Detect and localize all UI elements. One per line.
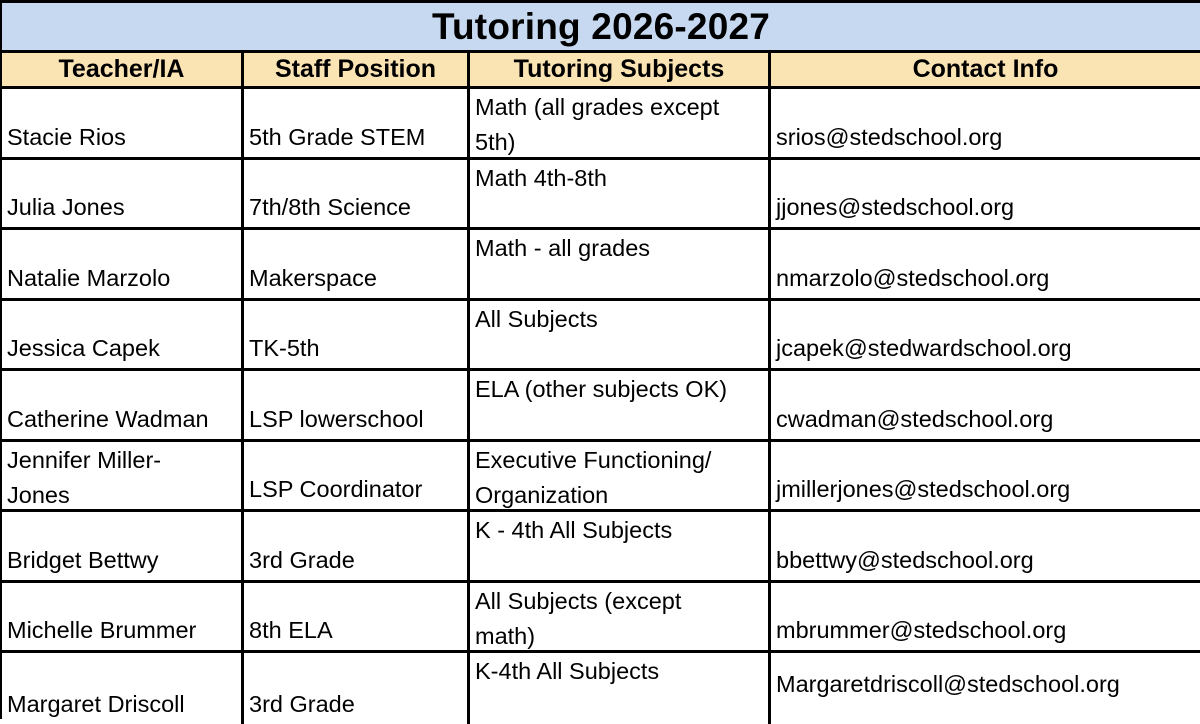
- table-row: [2, 160, 1200, 231]
- contact-cell-text: bbettwy@stedschool.org: [776, 546, 1034, 573]
- teacher-cell-text: Julia Jones: [7, 194, 125, 220]
- contact-cell-text: mbrummer@stedschool.org: [776, 617, 1067, 643]
- teacher-cell-text: Margaret Driscoll: [7, 690, 185, 717]
- position-cell: [244, 160, 470, 228]
- position-cell-text: 8th ELA: [249, 617, 333, 643]
- teacher-cell: [2, 583, 244, 651]
- position-cell-text: 3rd Grade: [249, 546, 355, 573]
- position-cell: [244, 512, 470, 580]
- contact-cell-text: jcapek@stedwardschool.org: [776, 335, 1072, 361]
- contact-cell: [771, 442, 1200, 510]
- contact-cell-text: nmarzolo@stedschool.org: [776, 264, 1050, 291]
- subjects-cell: [470, 442, 771, 510]
- subjects-cell: [470, 512, 771, 580]
- header-teacher: Teacher/IA: [2, 53, 244, 86]
- position-cell-text: LSP lowerschool: [249, 405, 424, 432]
- contact-cell: [771, 89, 1200, 157]
- contact-cell-text: srios@stedschool.org: [776, 123, 1003, 150]
- table-row: [2, 512, 1200, 583]
- teacher-cell-line: Jones: [7, 481, 70, 508]
- position-cell-text: TK-5th: [249, 335, 320, 361]
- contact-cell: [771, 230, 1200, 298]
- contact-cell-text: cwadman@stedschool.org: [776, 405, 1054, 432]
- subjects-cell-line: Organization: [475, 481, 609, 508]
- contact-cell: [771, 583, 1200, 651]
- subjects-cell-line: All Subjects: [475, 305, 598, 332]
- teacher-cell-line: Jennifer Miller-: [7, 446, 162, 473]
- table-row: [2, 230, 1200, 301]
- subjects-cell: [470, 89, 771, 157]
- sheet-title: Tutoring 2026-2027: [431, 5, 771, 47]
- teacher-cell-text: Jessica Capek: [7, 335, 160, 361]
- contact-cell-text: jmillerjones@stedschool.org: [776, 476, 1071, 502]
- teacher-cell: [2, 442, 244, 510]
- teacher-cell: [2, 653, 244, 724]
- teacher-cell-text: Michelle Brummer: [7, 617, 197, 643]
- teacher-cell-text: Natalie Marzolo: [7, 264, 171, 291]
- position-cell: [244, 371, 470, 439]
- position-cell: [244, 230, 470, 298]
- teacher-cell: [2, 301, 244, 369]
- position-cell: [244, 301, 470, 369]
- header-row: [2, 53, 1200, 89]
- table-row: [2, 301, 1200, 372]
- subjects-cell: [470, 160, 771, 228]
- teacher-cell-text: Catherine Wadman: [7, 405, 209, 432]
- subjects-cell-line: math): [475, 622, 536, 649]
- subjects-cell: [470, 653, 771, 724]
- subjects-cell: [470, 230, 771, 298]
- title-row: [2, 0, 1200, 53]
- table-row: [2, 442, 1200, 513]
- teacher-cell-text: Bridget Bettwy: [7, 546, 159, 573]
- contact-cell: [771, 160, 1200, 228]
- subjects-cell-line: 5th): [475, 129, 516, 155]
- contact-cell-text: jjones@stedschool.org: [776, 194, 1015, 220]
- subjects-cell: [470, 583, 771, 651]
- subjects-cell-line: Math (all grades except: [475, 94, 720, 120]
- header-tutoring-subjects: Tutoring Subjects: [470, 53, 771, 86]
- table-row: [2, 653, 1200, 724]
- table-body: [2, 89, 1200, 724]
- contact-cell: [771, 653, 1200, 724]
- table-row: [2, 583, 1200, 654]
- contact-cell-text: Margaretdriscoll@stedschool.org: [776, 671, 1120, 697]
- teacher-cell-text: Stacie Rios: [7, 123, 126, 150]
- subjects-cell: [470, 301, 771, 369]
- subjects-cell-line: ELA (other subjects OK): [475, 376, 728, 402]
- position-cell-text: 3rd Grade: [249, 690, 355, 717]
- header-contact-info: Contact Info: [912, 55, 1059, 83]
- header-staff-position: Staff Position: [244, 53, 470, 86]
- teacher-cell: [2, 371, 244, 439]
- teacher-cell: [2, 89, 244, 157]
- position-cell-text: Makerspace: [249, 264, 377, 291]
- contact-cell: [771, 301, 1200, 369]
- table-row: [2, 89, 1200, 160]
- contact-cell: [771, 512, 1200, 580]
- position-cell: [244, 583, 470, 651]
- teacher-cell: [2, 230, 244, 298]
- position-cell-text: LSP Coordinator: [249, 476, 423, 502]
- subjects-cell-line: K-4th All Subjects: [475, 658, 660, 684]
- subjects-cell-line: Math - all grades: [475, 235, 651, 261]
- subjects-cell-line: Math 4th-8th: [475, 164, 607, 191]
- teacher-cell: [2, 512, 244, 580]
- position-cell-text: 7th/8th Science: [249, 194, 411, 220]
- subjects-cell-line: All Subjects (except: [475, 587, 682, 614]
- position-cell: [244, 89, 470, 157]
- contact-cell: [771, 371, 1200, 439]
- subjects-cell-line: Executive Functioning/: [475, 446, 712, 473]
- position-cell: [244, 442, 470, 510]
- teacher-cell: [2, 160, 244, 228]
- subjects-cell-line: K - 4th All Subjects: [475, 517, 673, 543]
- table-row: [2, 371, 1200, 442]
- position-cell-text: 5th Grade STEM: [249, 123, 426, 150]
- position-cell: [244, 653, 470, 724]
- subjects-cell: [470, 371, 771, 439]
